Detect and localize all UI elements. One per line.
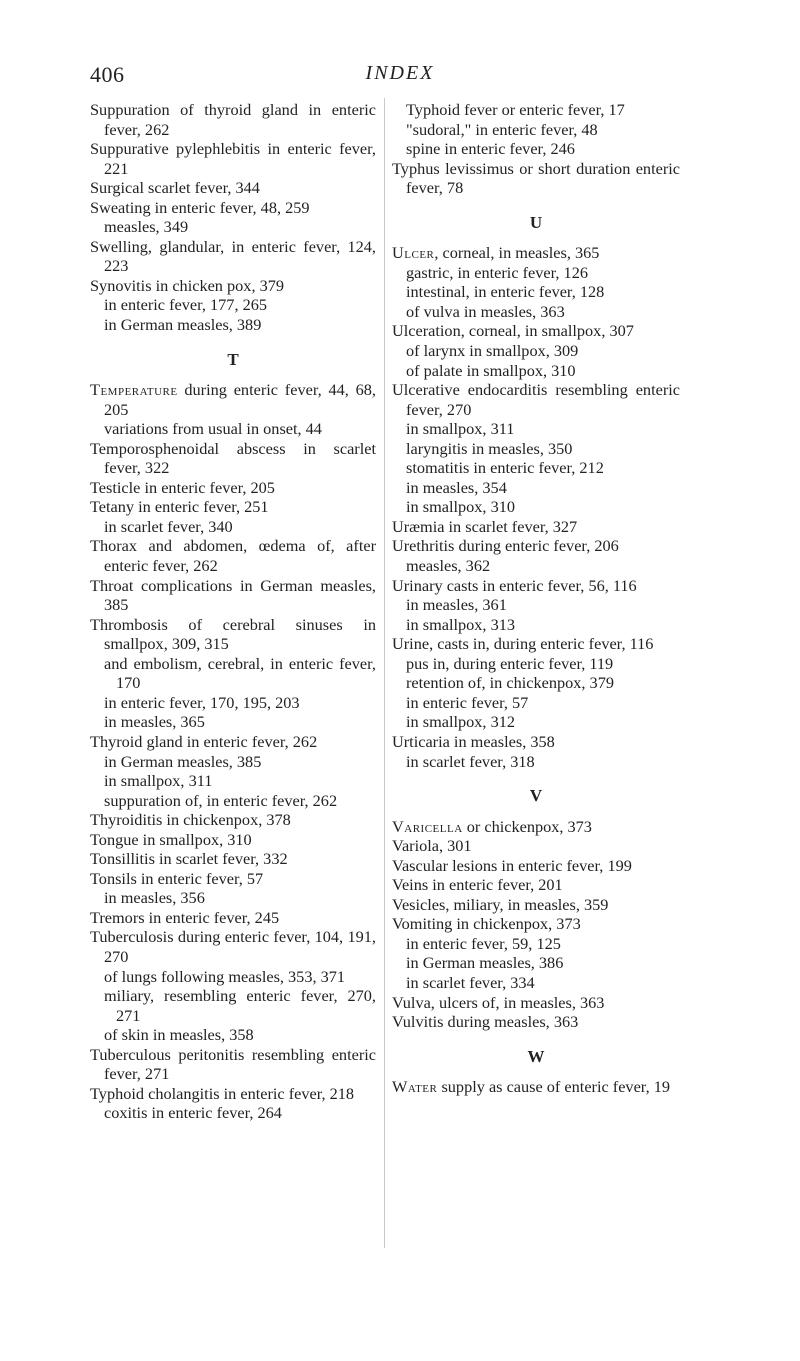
entry-text: in smallpox, 312 xyxy=(406,712,515,732)
entry-text: Tongue in smallpox, 310 xyxy=(90,829,252,849)
index-subentry xyxy=(392,752,680,772)
page-header xyxy=(90,62,710,92)
section-s-continued xyxy=(90,100,376,335)
index-entry xyxy=(90,830,376,850)
index-subentry xyxy=(90,986,376,1025)
index-subentry xyxy=(392,100,680,120)
entry-text: coxitis in enteric fever, 264 xyxy=(104,1103,282,1123)
entry-text: Typhoid cholangitis in enteric fever, 218 xyxy=(90,1083,355,1103)
entry-text: Vesicles, miliary, in measles, 359 xyxy=(392,894,609,914)
section-u xyxy=(392,243,680,771)
index-subentry xyxy=(392,673,680,693)
entry-text: Tuberculous peritonitis resembling enteric fever, 271 xyxy=(90,1044,376,1084)
entry-text: in measles, 365 xyxy=(104,712,205,732)
entry-text: in enteric fever, 57 xyxy=(406,692,529,712)
entry-text: gastric, in enteric fever, 126 xyxy=(406,262,588,282)
index-subentry xyxy=(90,217,376,237)
entry-text: Sweating in enteric fever, 48, 259 xyxy=(90,197,310,217)
section-v xyxy=(392,817,680,1032)
entry-lead-word: Water xyxy=(392,1077,438,1097)
entry-text: in smallpox, 311 xyxy=(104,771,213,791)
index-subentry xyxy=(90,967,376,987)
index-entry xyxy=(392,576,680,596)
index-subentry xyxy=(392,934,680,954)
section-t xyxy=(90,380,376,1123)
entry-text: Vascular lesions in enteric fever, 199 xyxy=(392,855,632,875)
entry-text: in scarlet fever, 318 xyxy=(406,751,535,771)
index-subentry xyxy=(392,439,680,459)
index-subentry xyxy=(90,752,376,772)
index-subentry xyxy=(392,458,680,478)
entry-text: in enteric fever, 177, 265 xyxy=(104,295,268,315)
entry-text: of skin in measles, 358 xyxy=(104,1025,254,1045)
entry-text: in enteric fever, 59, 125 xyxy=(406,933,561,953)
index-subentry xyxy=(392,556,680,576)
entry-text: , corneal, in measles, 365 xyxy=(434,243,600,263)
index-subentry xyxy=(90,1025,376,1045)
entry-text: during enteric fever, 44, 68, 205 xyxy=(104,380,376,419)
entry-text: in scarlet fever, 340 xyxy=(104,516,233,536)
entry-text: Ulcerative endocarditis resembling enteric fever, 270 xyxy=(392,380,680,419)
index-subentry xyxy=(392,361,680,381)
index-entry xyxy=(392,517,680,537)
entry-text: spine in enteric fever, 246 xyxy=(406,139,575,159)
index-entry xyxy=(90,536,376,575)
index-subentry xyxy=(392,263,680,283)
entry-text: Throat complications in German measles, 385 xyxy=(90,575,376,615)
index-subentry xyxy=(392,953,680,973)
entry-lead-word: Temperature xyxy=(90,380,178,400)
index-subentry xyxy=(392,693,680,713)
entry-text: of larynx in smallpox, 309 xyxy=(406,341,579,361)
index-subentry xyxy=(90,712,376,732)
entry-lead-word: Varicella xyxy=(392,816,463,836)
index-entry xyxy=(90,908,376,928)
entry-text: Testicle in enteric fever, 205 xyxy=(90,477,275,497)
entry-text: supply as cause of enteric fever, 19 xyxy=(437,1077,670,1097)
entry-text: Surgical scarlet fever, 344 xyxy=(90,178,260,198)
index-entry xyxy=(392,536,680,556)
entry-text: suppuration of, in enteric fever, 262 xyxy=(104,790,338,810)
index-entry xyxy=(90,100,376,139)
entry-text: Urinary casts in enteric fever, 56, 116 xyxy=(392,575,637,595)
entry-text: Uræmia in scarlet fever, 327 xyxy=(392,516,578,536)
index-subentry xyxy=(90,1103,376,1123)
index-subentry xyxy=(392,120,680,140)
index-entry xyxy=(392,243,680,263)
index-subentry xyxy=(392,419,680,439)
running-head: INDEX xyxy=(365,62,435,84)
index-entry xyxy=(90,178,376,198)
index-subentry xyxy=(90,295,376,315)
entry-text: Urticaria in measles, 358 xyxy=(392,731,555,751)
index-entry xyxy=(90,927,376,966)
entry-text: Urethritis during enteric fever, 206 xyxy=(392,536,619,556)
index-entry xyxy=(392,993,680,1013)
index-entry xyxy=(90,478,376,498)
index-entry xyxy=(392,732,680,752)
index-entry xyxy=(90,810,376,830)
index-subentry xyxy=(90,791,376,811)
entry-text: Vulva, ulcers of, in measles, 363 xyxy=(392,992,605,1012)
index-subentry xyxy=(90,771,376,791)
entry-text: Typhoid fever or enteric fever, 17 xyxy=(406,100,625,119)
entry-text: measles, 349 xyxy=(104,217,189,237)
index-subentry xyxy=(392,478,680,498)
index-entry xyxy=(392,159,680,198)
entry-text: in enteric fever, 170, 195, 203 xyxy=(104,692,300,712)
entry-text: in smallpox, 311 xyxy=(406,419,515,439)
entry-text: Veins in enteric fever, 201 xyxy=(392,875,563,895)
entry-text: Suppuration of thyroid gland in enteric fever, 262 xyxy=(90,100,376,139)
index-entry xyxy=(90,139,376,178)
entry-text: of vulva in measles, 363 xyxy=(406,301,565,321)
entry-text: Thyroid gland in enteric fever, 262 xyxy=(90,731,318,751)
index-entry xyxy=(392,914,680,934)
column-divider xyxy=(384,98,385,1248)
entry-text: Swelling, glandular, in enteric fever, 124, 223 xyxy=(90,236,376,276)
entry-lead-word: Ulcer xyxy=(392,243,435,263)
index-subentry xyxy=(90,315,376,335)
index-entry xyxy=(90,380,376,419)
index-entry xyxy=(90,237,376,276)
entry-text: Temporosphenoidal abscess in scarlet fever, 322 xyxy=(90,438,376,478)
index-entry xyxy=(90,497,376,517)
index-entry xyxy=(392,817,680,837)
index-entry xyxy=(392,875,680,895)
entry-text: Thrombosis of cerebral sinuses in smallpox, 309, 315 xyxy=(90,614,376,654)
entry-text: retention of, in chickenpox, 379 xyxy=(406,673,614,693)
entry-text: in smallpox, 310 xyxy=(406,497,515,517)
entry-text: stomatitis in enteric fever, 212 xyxy=(406,458,604,478)
index-entry xyxy=(90,615,376,654)
section-letter-u: U xyxy=(529,212,543,232)
index-entry xyxy=(392,634,680,654)
index-entry xyxy=(392,1077,680,1097)
entry-text: and embolism, cerebral, in enteric fever, 170 xyxy=(104,653,376,693)
index-subentry xyxy=(392,302,680,322)
entry-text: in German measles, 386 xyxy=(406,953,564,973)
index-subentry xyxy=(392,497,680,517)
index-subentry xyxy=(392,341,680,361)
left-column xyxy=(90,100,376,1123)
index-subentry xyxy=(90,517,376,537)
entry-text: Variola, 301 xyxy=(392,836,472,856)
right-column xyxy=(392,100,680,1097)
entry-text: Urine, casts in, during enteric fever, 116 xyxy=(392,634,654,654)
index-entry xyxy=(90,276,376,296)
entry-text: in German measles, 385 xyxy=(104,751,262,771)
index-entry xyxy=(90,732,376,752)
index-entry xyxy=(90,439,376,478)
entry-text: Synovitis in chicken pox, 379 xyxy=(90,275,285,295)
index-entry xyxy=(90,1084,376,1104)
index-subentry xyxy=(90,419,376,439)
index-subentry xyxy=(392,139,680,159)
index-entry xyxy=(392,856,680,876)
entry-text: pus in, during enteric fever, 119 xyxy=(406,653,614,673)
section-t-continued xyxy=(392,100,680,198)
entry-text: laryngitis in measles, 350 xyxy=(406,438,573,458)
entry-text: Typhus levissimus or short duration enteric fever, 78 xyxy=(392,158,680,198)
index-subentry xyxy=(90,693,376,713)
entry-text: "sudoral," in enteric fever, 48 xyxy=(406,119,598,139)
index-entry xyxy=(90,849,376,869)
index-subentry xyxy=(392,654,680,674)
entry-text: Thyroiditis in chickenpox, 378 xyxy=(90,810,291,830)
entry-text: variations from usual in onset, 44 xyxy=(104,419,322,439)
entry-text: in German measles, 389 xyxy=(104,315,262,335)
index-entry xyxy=(392,836,680,856)
index-entry xyxy=(392,321,680,341)
index-subentry xyxy=(392,282,680,302)
index-subentry xyxy=(392,595,680,615)
page-number: 406 xyxy=(90,62,125,87)
section-w xyxy=(392,1077,680,1097)
index-subentry xyxy=(392,973,680,993)
entry-text: miliary, resembling enteric fever, 270, 271 xyxy=(104,986,376,1025)
entry-text: Vomiting in chickenpox, 373 xyxy=(392,914,581,934)
entry-text: Ulceration, corneal, in smallpox, 307 xyxy=(392,321,634,341)
entry-text: or chickenpox, 373 xyxy=(462,816,592,836)
index-entry xyxy=(90,1045,376,1084)
entry-text: in measles, 361 xyxy=(406,595,507,615)
index-subentry xyxy=(90,888,376,908)
index-entry xyxy=(392,380,680,419)
section-letter-v: V xyxy=(529,786,543,806)
index-subentry xyxy=(392,712,680,732)
entry-text: intestinal, in enteric fever, 128 xyxy=(406,282,605,302)
entry-text: Tremors in enteric fever, 245 xyxy=(90,907,280,927)
index-entry xyxy=(392,895,680,915)
entry-text: in scarlet fever, 334 xyxy=(406,972,535,992)
entry-text: Tuberculosis during enteric fever, 104, 191, 270 xyxy=(90,927,376,966)
index-entry xyxy=(90,198,376,218)
index-entry xyxy=(90,576,376,615)
index-subentry xyxy=(90,654,376,693)
entry-text: in smallpox, 313 xyxy=(406,614,515,634)
entry-text: measles, 362 xyxy=(406,556,491,576)
section-letter-w: W xyxy=(527,1046,545,1066)
index-entry xyxy=(392,1012,680,1032)
entry-text: Thorax and abdomen, œdema of, after enteric fever, 262 xyxy=(90,536,376,576)
entry-text: Tonsils in enteric fever, 57 xyxy=(90,868,264,888)
entry-text: of palate in smallpox, 310 xyxy=(406,360,576,380)
index-entry xyxy=(90,869,376,889)
entry-text: in measles, 356 xyxy=(104,888,205,908)
section-letter-t: T xyxy=(227,349,239,369)
entry-text: of lungs following measles, 353, 371 xyxy=(104,966,346,986)
index-subentry xyxy=(392,615,680,635)
entry-text: Tonsillitis in scarlet fever, 332 xyxy=(90,849,288,869)
entry-text: Tetany in enteric fever, 251 xyxy=(90,497,269,517)
entry-text: Vulvitis during measles, 363 xyxy=(392,1012,579,1032)
entry-text: Suppurative pylephlebitis in enteric fever, 221 xyxy=(90,139,376,178)
entry-text: in measles, 354 xyxy=(406,477,507,497)
